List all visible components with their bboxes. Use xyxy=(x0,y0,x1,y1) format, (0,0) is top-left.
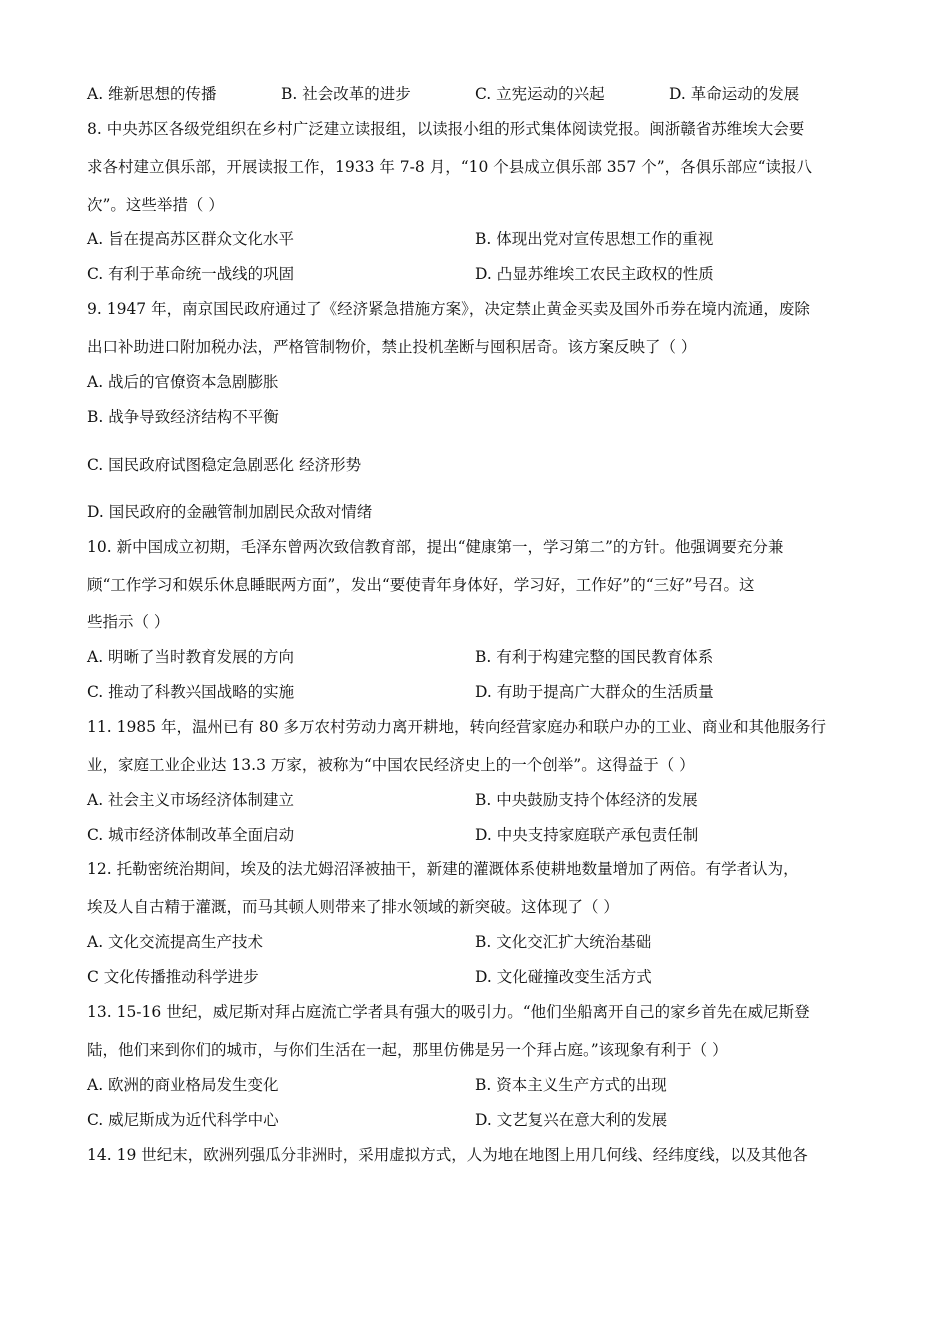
q10-option-a: A. 明晰了当时教育发展的方向 xyxy=(87,648,295,666)
q9-stem-line-2: 出口补助进口附加税办法，严格管制物价，禁止投机垄断与囤积居奇。该方案反映了（ ） xyxy=(87,338,697,356)
q7-option-c: C. 立宪运动的兴起 xyxy=(475,85,605,103)
q9-option-b: B. 战争导致经济结构不平衡 xyxy=(87,408,279,426)
q8-stem-line-1: 8. 中央苏区各级党组织在乡村广泛建立读报组，以读报小组的形式集体阅读党报。闽浙赣省苏维埃大会要 xyxy=(87,120,805,138)
q8-option-d: D. 凸显苏维埃工农民主政权的性质 xyxy=(475,265,714,283)
q12-option-c: C 文化传播推动科学进步 xyxy=(87,968,259,986)
q8-stem-line-3: 次”。这些举措（ ） xyxy=(87,196,224,214)
q11-option-b: B. 中央鼓励支持个体经济的发展 xyxy=(475,791,698,809)
q10-option-c: C. 推动了科教兴国战略的实施 xyxy=(87,683,295,701)
q9-stem-line-1: 9. 1947 年，南京国民政府通过了《经济紧急措施方案》，决定禁止黄金买卖及国外币券在境内流通，废除 xyxy=(87,300,810,318)
q9-option-d: D. 国民政府的金融管制加剧民众敌对情绪 xyxy=(87,503,373,521)
q13-stem-line-2: 陆，他们来到你们的城市，与你们生活在一起，那里仿佛是另一个拜占庭。”该现象有利于（ ） xyxy=(87,1041,728,1059)
q8-option-b: B. 体现出党对宣传思想工作的重视 xyxy=(475,230,714,248)
q12-option-b: B. 文化交汇扩大统治基础 xyxy=(475,933,652,951)
q13-option-a: A. 欧洲的商业格局发生变化 xyxy=(87,1076,279,1094)
q10-stem-line-3: 些指示（ ） xyxy=(87,613,170,631)
q11-option-c: C. 城市经济体制改革全面启动 xyxy=(87,826,295,844)
q13-stem-line-1: 13. 15-16 世纪，威尼斯对拜占庭流亡学者具有强大的吸引力。“他们坐船离开自己的家乡首先在威尼斯登 xyxy=(87,1003,810,1021)
q13-option-b: B. 资本主义生产方式的出现 xyxy=(475,1076,667,1094)
q12-stem-line-1: 12. 托勒密统治期间，埃及的法尤姆沼泽被抽干，新建的灌溉体系使耕地数量增加了两倍。有学者认为， xyxy=(87,860,799,878)
q10-stem-line-2: 顾“工作学习和娱乐休息睡眠两方面”，发出“要使青年身体好，学习好，工作好”的“三好”号召。这 xyxy=(87,576,755,594)
q7-option-d: D. 革命运动的发展 xyxy=(669,85,800,103)
q11-option-a: A. 社会主义市场经济体制建立 xyxy=(87,791,295,809)
q8-option-a: A. 旨在提高苏区群众文化水平 xyxy=(87,230,295,248)
q7-option-a: A. 维新思想的传播 xyxy=(87,85,217,103)
q12-stem-line-2: 埃及人自古精于灌溉，而马其顿人则带来了排水领域的新突破。这体现了（ ） xyxy=(87,898,619,916)
q11-stem-line-2: 业，家庭工业企业达 13.3 万家，被称为“中国农民经济史上的一个创举”。这得益于（ ） xyxy=(87,756,695,774)
q7-option-b: B. 社会改革的进步 xyxy=(281,85,411,103)
q12-option-d: D. 文化碰撞改变生活方式 xyxy=(475,968,652,986)
q11-option-d: D. 中央支持家庭联产承包责任制 xyxy=(475,826,699,844)
q14-stem-line-1: 14. 19 世纪末，欧洲列强瓜分非洲时，采用虚拟方式，人为地在地图上用几何线、经纬度线，以及其他各 xyxy=(87,1146,808,1164)
q10-option-d: D. 有助于提高广大群众的生活质量 xyxy=(475,683,714,701)
q12-option-a: A. 文化交流提高生产技术 xyxy=(87,933,264,951)
q8-option-c: C. 有利于革命统一战线的巩固 xyxy=(87,265,295,283)
q11-stem-line-1: 11. 1985 年，温州已有 80 多万农村劳动力离开耕地，转向经营家庭办和联户办的工业、商业和其他服务行 xyxy=(87,718,827,736)
q10-stem-line-1: 10. 新中国成立初期，毛泽东曾两次致信教育部，提出“健康第一，学习第二”的方针。他强调要充分兼 xyxy=(87,538,784,556)
q9-option-c: C. 国民政府试图稳定急剧恶化 经济形势 xyxy=(87,456,362,474)
q13-option-d: D. 文艺复兴在意大利的发展 xyxy=(475,1111,668,1129)
q8-stem-line-2: 求各村建立俱乐部，开展读报工作，1933 年 7-8 月，“10 个县成立俱乐部 357 个”，各俱乐部应“读报八 xyxy=(87,158,813,176)
q13-option-c: C. 威尼斯成为近代科学中心 xyxy=(87,1111,279,1129)
q10-option-b: B. 有利于构建完整的国民教育体系 xyxy=(475,648,714,666)
q9-option-a: A. 战后的官僚资本急剧膨胀 xyxy=(87,373,279,391)
